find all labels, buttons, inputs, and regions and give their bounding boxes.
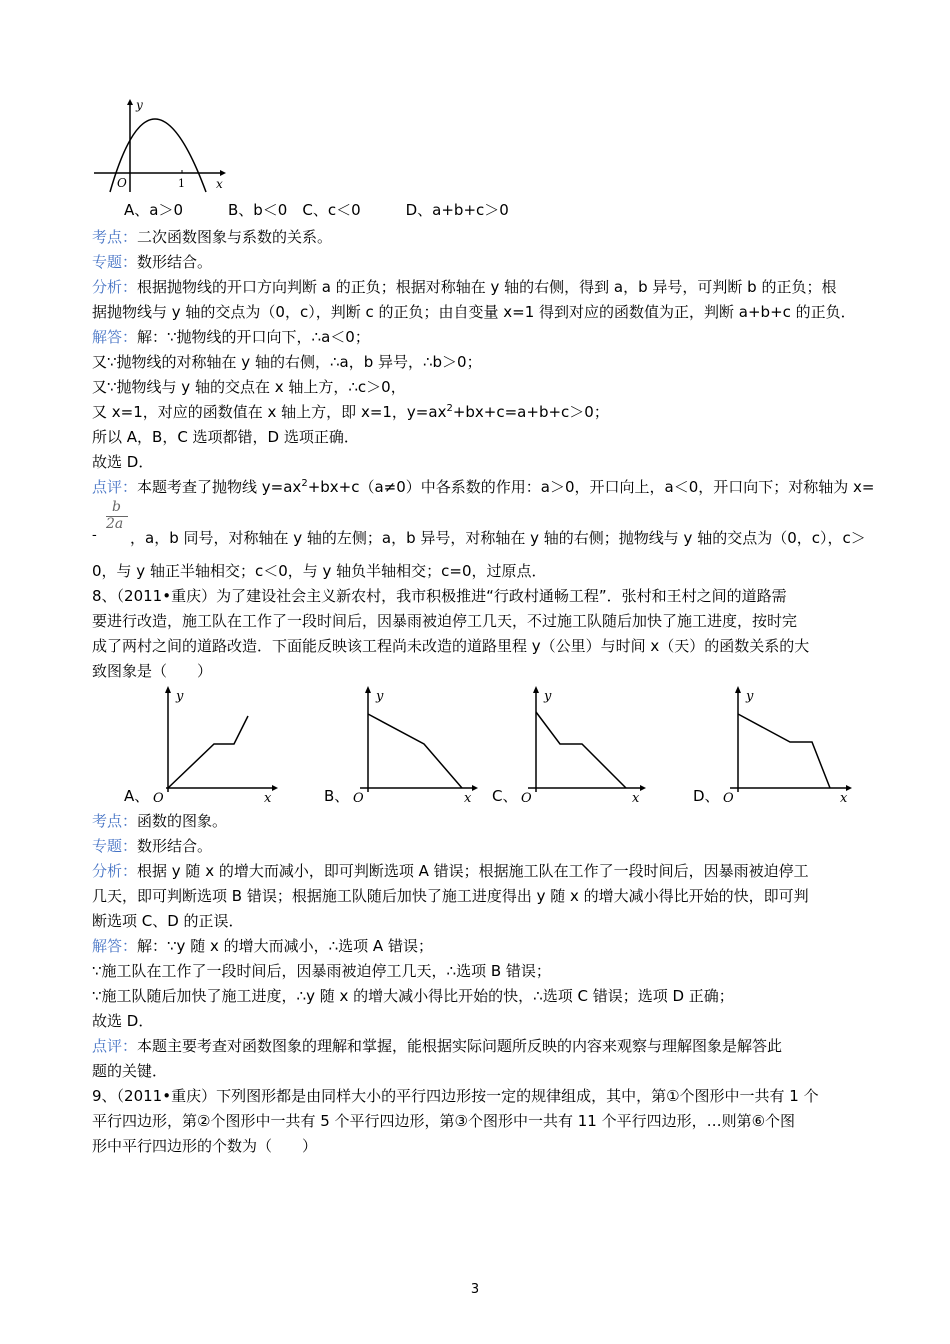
q9-stem-1: 9、（2011•重庆）下列图形都是由同样大小的平行四边形按一定的规律组成，其中，第①个图形中一共有 1 个: [92, 1087, 819, 1105]
jieda-text-1: 解：∵抛物线的开口向下，∴a＜0；: [137, 328, 370, 346]
y-label: y: [746, 689, 754, 704]
choice-b-label: B、: [324, 787, 350, 805]
kaodian-tag: 考点：: [92, 812, 138, 830]
fenxi-tag: 分析：: [92, 278, 138, 296]
q8-dianping-2: 题的关键．: [92, 1062, 168, 1080]
frac-numerator: b: [112, 499, 121, 515]
q7-jieda-6: 故选 D．: [92, 453, 154, 471]
y-arrow: [165, 686, 171, 693]
y-label: y: [176, 689, 184, 704]
graph-line: [738, 714, 830, 788]
q7-jieda-3: 又∵抛物线与 y 轴的交点在 x 轴上方，∴c＞0，: [92, 378, 406, 396]
graph-d: [720, 684, 855, 804]
fenxi-text-1: 根据 y 随 x 的增大而减小，即可判断选项 A 错误；根据施工队在工作了一段时间后，因暴雨被迫停工: [137, 862, 809, 880]
zhuanti-text: 数形结合。: [137, 253, 213, 271]
y-axis-arrow: [127, 99, 133, 105]
frac-minus: -: [92, 527, 97, 543]
y-label: y: [544, 689, 552, 704]
q7-fenxi-2: 据抛物线与 y 轴的交点为（0，c），判断 c 的正负；由自变量 x=1 得到对应的函数值为正，判断 a+b+c 的正负．: [92, 303, 856, 321]
q7-jieda-5: 所以 A，B，C 选项都错，D 选项正确．: [92, 428, 359, 446]
q8-zhuanti: [92, 836, 872, 856]
graph-line: [536, 712, 626, 788]
jieda-text-1: 解：∵y 随 x 的增大而减小，∴选项 A 错误；: [137, 937, 433, 955]
y-arrow: [365, 686, 371, 693]
origin-label: O: [117, 176, 127, 190]
q7-zhuanti: [92, 252, 872, 272]
y-label: y: [376, 689, 384, 704]
q8-jieda-1: [92, 936, 872, 956]
dianping-1b: +bx+c（a≠0）中各系数的作用：a＞0，开口向上，a＜0，开口向下；对称轴为 x=: [307, 478, 875, 496]
x-arrow: [472, 785, 478, 791]
q8-kaodian: [92, 811, 872, 831]
jieda-tag: 解答：: [92, 937, 138, 955]
kaodian-text: 二次函数图象与系数的关系。: [137, 228, 333, 246]
choice-c-label: C、: [492, 787, 518, 805]
x-arrow: [640, 785, 646, 791]
origin-label: O: [521, 791, 532, 804]
kaodian-text: 函数的图象。: [137, 812, 228, 830]
q8-jieda-3: ∵施工队随后加快了施工进度，∴y 随 x 的增大减小得比开始的快，∴选项 C 错误；选项 D 正确；: [92, 987, 734, 1005]
graph-line: [368, 714, 462, 788]
jieda-tag: 解答：: [92, 328, 138, 346]
y-arrow: [533, 686, 539, 693]
page-number: 3: [470, 1282, 480, 1297]
sup-2: 2: [446, 403, 453, 414]
jieda-4a: 又 x=1，对应的函数值在 x 轴上方，即 x=1，y=ax: [92, 403, 447, 421]
dianping-tag: 点评：: [92, 478, 138, 496]
fenxi-text-1: 根据抛物线的开口方向判断 a 的正负；根据对称轴在 y 轴的右侧，得到 a，b 异号，可判断 b 的正负；根: [137, 278, 837, 296]
q8-jieda-4: 故选 D．: [92, 1012, 154, 1030]
x-label: x: [264, 791, 272, 804]
y-arrow: [735, 686, 741, 693]
graph-line: [168, 716, 248, 788]
x-label: x: [840, 791, 848, 804]
origin-label: O: [153, 791, 164, 804]
sup-2b: 2: [301, 478, 308, 489]
q7-dianping-2: ，a，b 同号，对称轴在 y 轴的左侧；a，b 异号，对称轴在 y 轴的右侧；抛物线与 y 轴的交点为（0，c），c＞: [130, 529, 866, 547]
q7-jieda-4: [92, 402, 872, 422]
zhuanti-text: 数形结合。: [137, 837, 213, 855]
dianping-1a: 本题考查了抛物线 y=ax: [137, 478, 302, 496]
graph-b: [350, 684, 480, 804]
x-label: x: [464, 791, 472, 804]
q9-stem-3: 形中平行四边形的个数为（ ）: [92, 1137, 318, 1155]
q7-dianping-1: [92, 477, 875, 497]
q8-stem-4: 致图象是（ ）: [92, 662, 213, 680]
origin-label: O: [723, 791, 734, 804]
origin-label: O: [353, 791, 364, 804]
y-axis-label: y: [136, 98, 143, 112]
zhuanti-tag: 专题：: [92, 253, 138, 271]
q8-stem-2: 要进行改造，施工队在工作了一段时间后，因暴雨被迫停工几天，不过施工队随后加快了施工进度，按时完: [92, 612, 798, 630]
q8-fenxi-1: [92, 861, 872, 881]
choice-a-label: A、: [124, 787, 150, 805]
q7-dianping-3: 0，与 y 轴正半轴相交；c＜0，与 y 轴负半轴相交；c=0，过原点．: [92, 562, 547, 580]
q8-fenxi-3: 断选项 C、D 的正误．: [92, 912, 244, 930]
q8-fenxi-2: 几天，即可判断选项 B 错误；根据施工队随后加快了施工进度得出 y 随 x 的增大减小得比开始的快，即可判: [92, 887, 809, 905]
zhuanti-tag: 专题：: [92, 837, 138, 855]
frac-denominator: 2a: [106, 516, 124, 532]
one-label: 1: [178, 177, 185, 190]
parabola-graph: [92, 98, 232, 194]
q7-jieda-1: [92, 327, 872, 347]
q7-jieda-2: 又∵抛物线的对称轴在 y 轴的右侧，∴a，b 异号，∴b＞0；: [92, 353, 482, 371]
dianping-tag: 点评：: [92, 1037, 138, 1055]
q7-kaodian: [92, 227, 872, 247]
dianping-text-1: 本题主要考查对函数图象的理解和掌握，能根据实际问题所反映的内容来观察与理解图象是解答此: [137, 1037, 783, 1055]
x-arrow: [272, 785, 278, 791]
q7-options: A、a＞0 B、b＜0 C、c＜0 D、a+b+c＞0: [124, 201, 509, 219]
q8-jieda-2: ∵施工队在工作了一段时间后，因暴雨被迫停工几天，∴选项 B 错误；: [92, 962, 551, 980]
q8-dianping-1: [92, 1036, 872, 1056]
kaodian-tag: 考点：: [92, 228, 138, 246]
q8-stem-3: 成了两村之间的道路改造．下面能反映该工程尚未改造的道路里程 y（公里）与时间 x（天）的函数关系的大: [92, 637, 810, 655]
fenxi-tag: 分析：: [92, 862, 138, 880]
q7-fenxi-1: [92, 277, 872, 297]
q8-stem-1: 8、（2011•重庆）为了建设社会主义新农村，我市积极推进“行政村通畅工程”．张村和王村之间的道路需: [92, 587, 787, 605]
graph-a: [150, 684, 280, 804]
x-axis-label: x: [216, 177, 223, 191]
choice-d-label: D、: [693, 787, 720, 805]
q9-stem-2: 平行四边形，第②个图形中一共有 5 个平行四边形，第③个图形中一共有 11 个平行四边形，…则第⑥个图: [92, 1112, 796, 1130]
x-axis-arrow: [220, 170, 226, 176]
jieda-4b: +bx+c=a+b+c＞0；: [452, 403, 609, 421]
graph-c: [518, 684, 648, 804]
x-label: x: [632, 791, 640, 804]
